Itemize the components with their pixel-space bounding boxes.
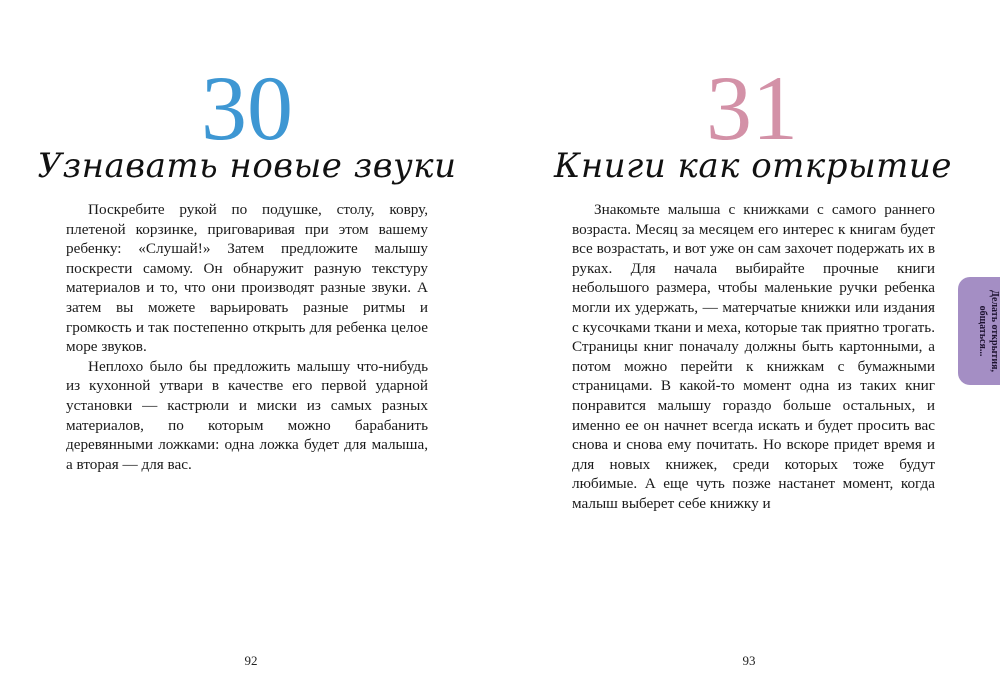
chapter-tab-line: общаться... bbox=[977, 305, 988, 357]
page-number: 92 bbox=[244, 653, 258, 668]
body-paragraph: Знакомьте малыша с книжками с самого раннего возраста. Месяц за месяцем его интерес к книгам будет все возрастать, и вот уже он сам захочет подержать их в руках. Для начала выбирайте прочные книги небольшого размера, чтобы маленькие ручки ребенка могли их удержать, — матерчатые книжки или издания с кусочками ткани и меха, которые так приятно трогать. Страницы книг поначалу должны быть картонными, а потом можно перейти к книжкам с бумажными страницами. В какой-то момент одна из таких книг понравится малышу гораздо больше остальных, и именно ее он начнет всегда искать и будет просить вас снова и снова ему почитать. Но вскоре придет время и для новых книжек, среди которых тоже будут любимые. А еще чуть позже настанет момент, когда малыш выберет себе книжку и bbox=[572, 201, 935, 512]
activity-body bbox=[66, 200, 428, 474]
activity-heading: Книги как открытие bbox=[554, 146, 952, 186]
activity-heading: Узнавать новые звуки bbox=[37, 146, 457, 186]
chapter-tab-label bbox=[976, 290, 1000, 372]
activity-number: 30 bbox=[201, 57, 293, 159]
body-paragraph: Неплохо было бы предложить малышу что-нибудь из кухонной утвари в качестве его первой ударной установки — кастрюли и миски из самых разных материалов, по которым можно барабанить деревянными ложками: одна ложка будет для малыша, а вторая — для вас. bbox=[66, 357, 428, 473]
activity-body bbox=[572, 200, 935, 514]
page-number: 93 bbox=[742, 653, 756, 668]
chapter-tab-line: Делать открытия, bbox=[989, 290, 1000, 372]
activity-number: 31 bbox=[706, 57, 798, 159]
body-paragraph: Поскребите рукой по подушке, столу, ковру, плетеной корзинке, приговаривая при этом вашему ребенку: «Слушай!» Затем предложите малышу поскрести самому. Он обнаружит разную текстуру материалов и то, что они производят разные звуки. А затем вы можете варьировать разные ритмы и громкость и так постепенно открыть для ребенка целое море звуков. bbox=[66, 201, 428, 356]
chapter-tab[interactable] bbox=[958, 277, 1000, 385]
right-page bbox=[500, 0, 1000, 689]
